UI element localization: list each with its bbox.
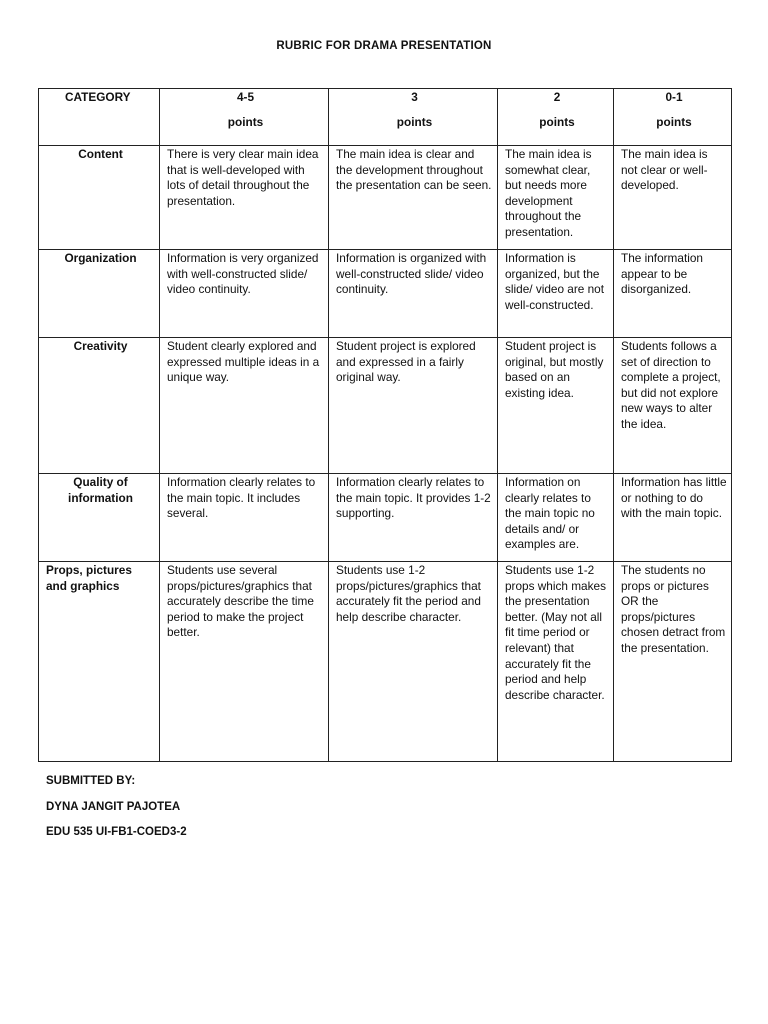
criteria-cell: Students use 1-2 props/pictures/graphics that accurately fit the period and help describe character. [329,562,498,762]
criteria-cell: Information clearly relates to the main topic. It provides 1-2 supporting. [329,474,498,562]
criteria-cell: Student project is original, but mostly based on an existing idea. [498,338,614,474]
table-header-row [39,89,732,146]
header-range: 4-5 [236,90,255,104]
header-unit: points [539,114,575,129]
submitted-by-label: SUBMITTED BY: [46,775,136,787]
header-unit: points [396,114,433,129]
header-unit: points [227,114,264,129]
criteria-cell: The main idea is clear and the development throughout the presentation can be seen. [329,146,498,250]
table-row-content [39,146,732,250]
header-category: CATEGORY [39,89,160,146]
category-cell: Quality of information [39,474,160,562]
header-score-0-1 [614,89,732,146]
criteria-cell: Students follows a set of direction to complete a project, but did not explore new ways to alter the idea. [614,338,732,474]
header-unit: points [656,114,692,129]
table-row-quality-of-information [39,474,732,562]
submitter-name: DYNA JANGIT PAJOTEA [46,801,181,813]
header-score-4-5 [160,89,329,146]
criteria-cell: Students use several props/pictures/graphics that accurately describe the time period to make the project better. [160,562,329,762]
criteria-cell: The main idea is somewhat clear, but needs more development throughout the presentation. [498,146,614,250]
criteria-cell: Information is organized with well-constructed slide/ video continuity. [329,250,498,338]
category-cell: Props, pictures and graphics [39,562,160,762]
criteria-cell: The information appear to be disorganized. [614,250,732,338]
criteria-cell: Information clearly relates to the main topic. It includes several. [160,474,329,562]
document-title: RUBRIC FOR DRAMA PRESENTATION [276,40,492,52]
criteria-cell: Information is very organized with well-constructed slide/ video continuity. [160,250,329,338]
criteria-cell: There is very clear main idea that is well-developed with lots of detail throughout the presentation. [160,146,329,250]
criteria-cell: Information is organized, but the slide/ video are not well-constructed. [498,250,614,338]
criteria-cell: The main idea is not clear or well-developed. [614,146,732,250]
table-row-organization [39,250,732,338]
header-range: 0-1 [665,90,683,104]
header-range: 2 [553,90,561,104]
category-cell: Content [39,146,160,250]
course-code: EDU 535 UI-FB1-COED3-2 [46,826,187,838]
table-row-props-pictures-graphics [39,562,732,762]
table-row-creativity [39,338,732,474]
criteria-cell: Student project is explored and expressed in a fairly original way. [329,338,498,474]
rubric-table [38,88,732,762]
category-cell: Organization [39,250,160,338]
header-score-3 [329,89,498,146]
criteria-cell: Information has little or nothing to do with the main topic. [614,474,732,562]
criteria-cell: Students use 1-2 props which makes the presentation better. (May not all fit time period or relevant) that accurately fit the period and help describe character. [498,562,614,762]
category-cell: Creativity [39,338,160,474]
criteria-cell: Student clearly explored and expressed multiple ideas in a unique way. [160,338,329,474]
header-score-2 [498,89,614,146]
header-range: 3 [411,90,418,104]
criteria-cell: The students no props or pictures OR the props/pictures chosen detract from the presentation. [614,562,732,762]
criteria-cell: Information on clearly relates to the main topic no details and/ or examples are. [498,474,614,562]
